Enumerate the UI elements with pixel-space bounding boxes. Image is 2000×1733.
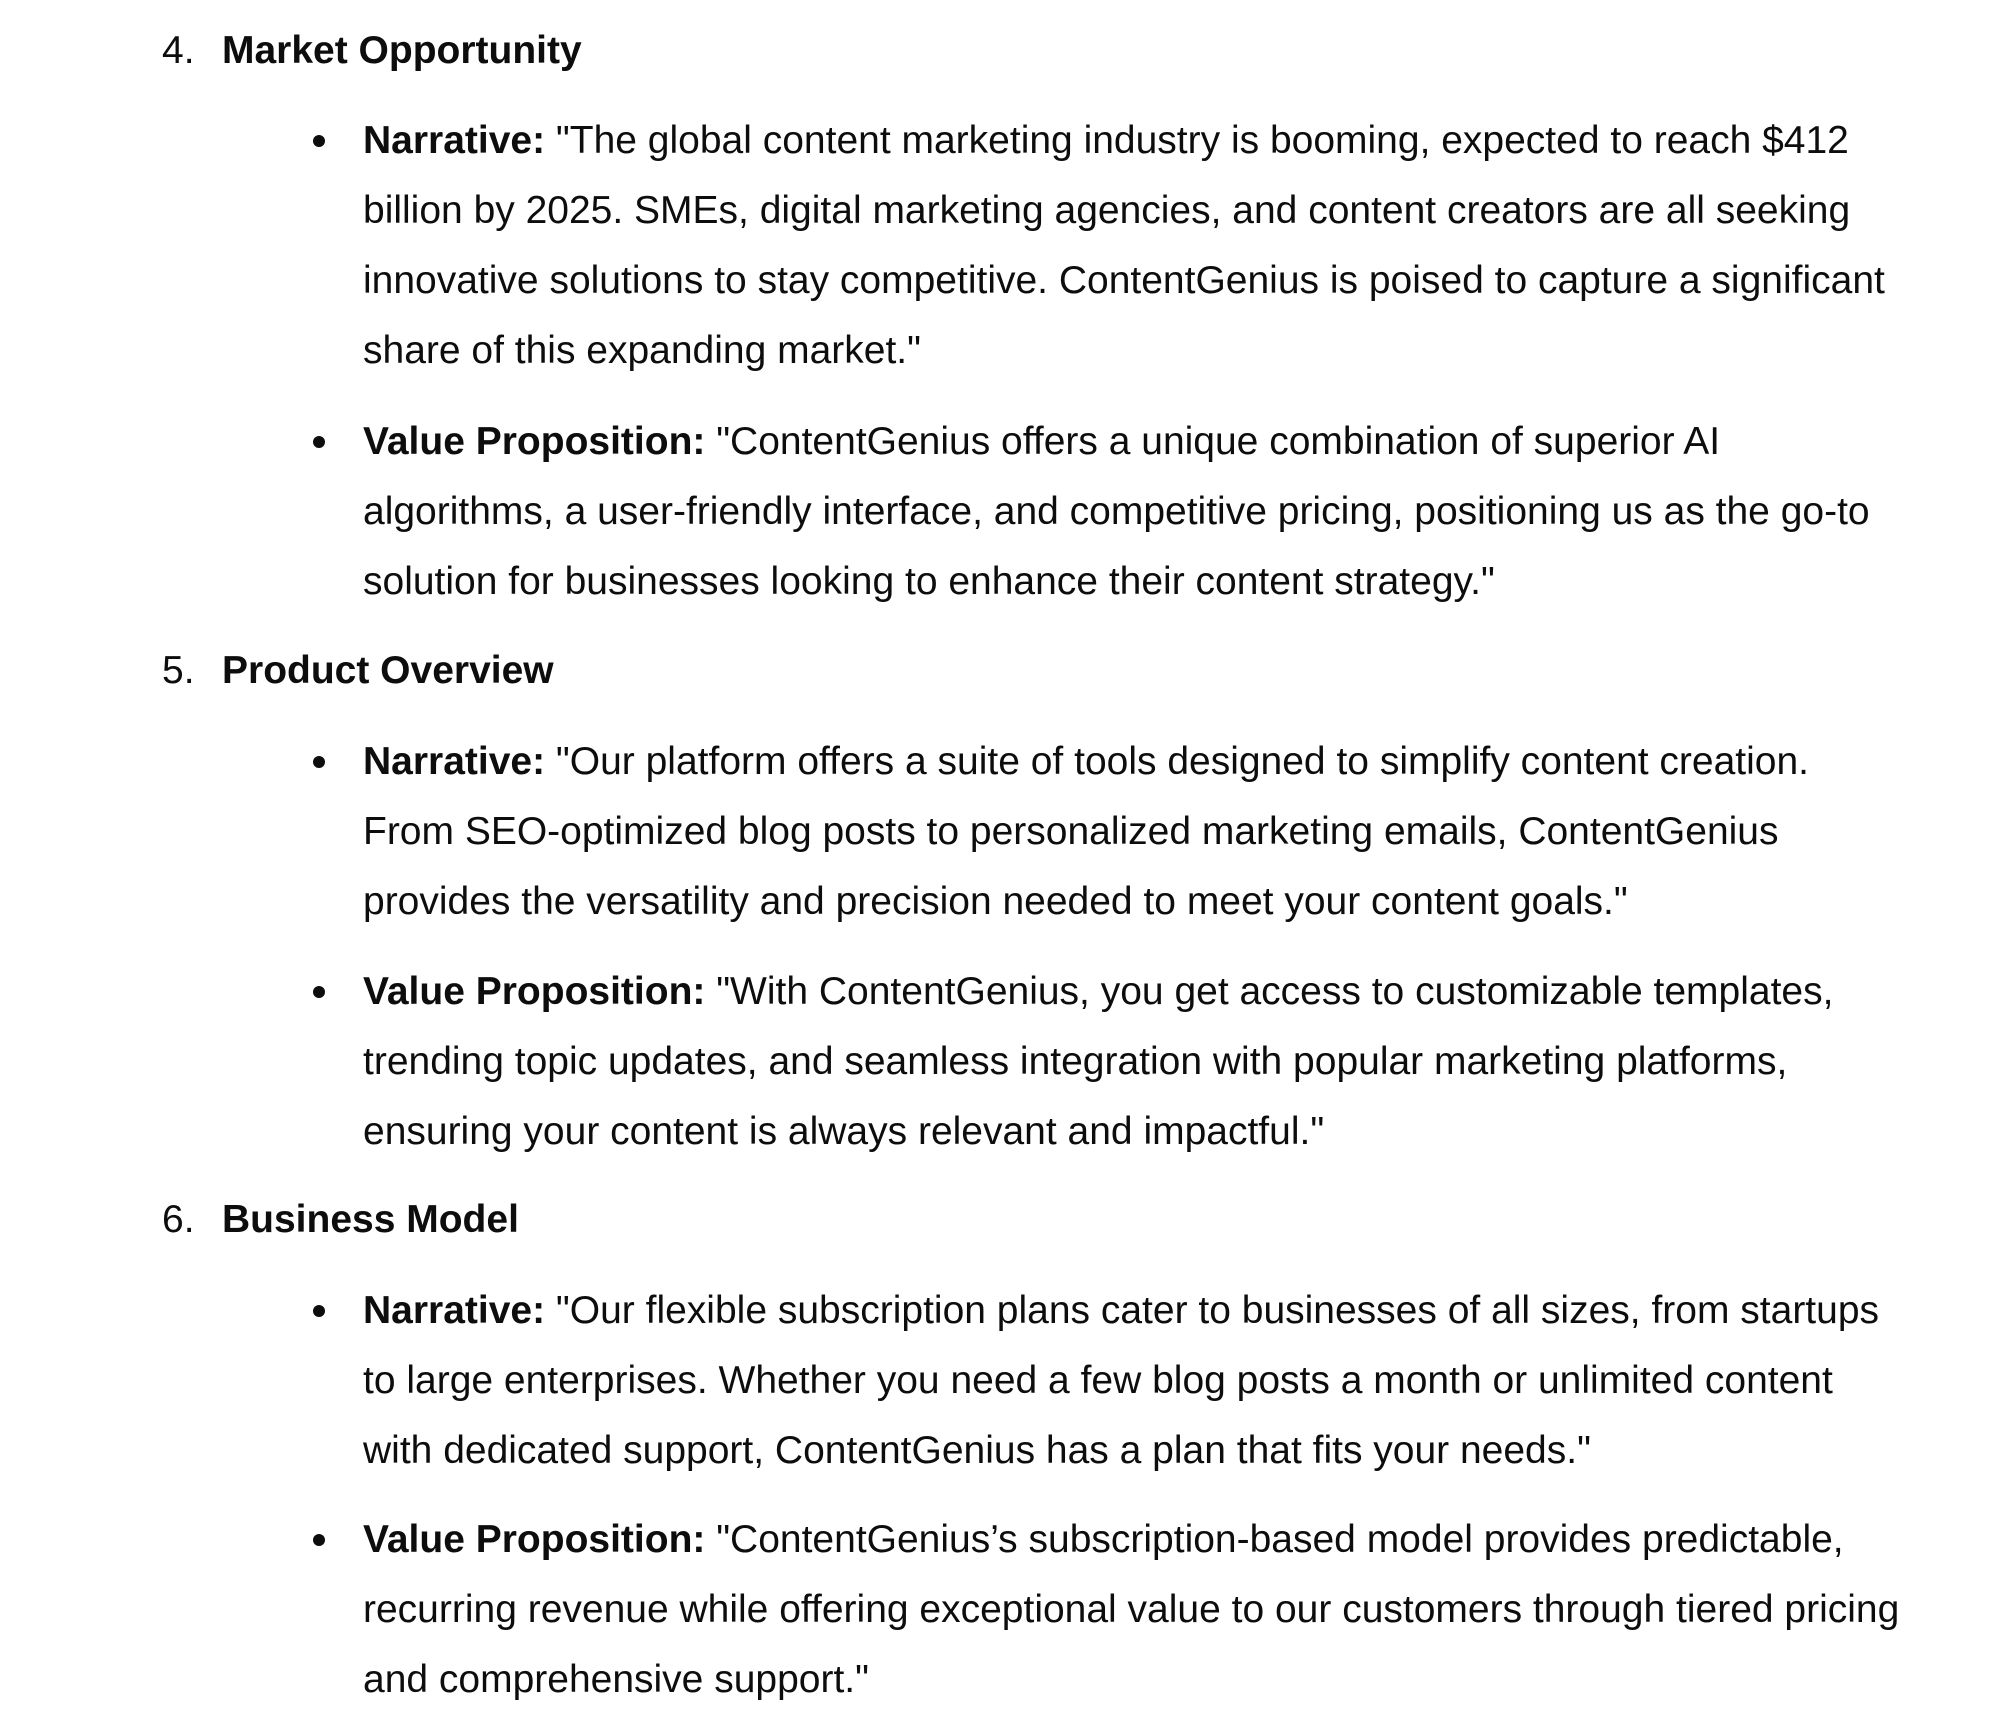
section-number: 6. bbox=[162, 1198, 195, 1241]
section-title: Product Overview bbox=[222, 649, 554, 692]
item-text: billion by 2025. SMEs, digital marketing agencies, and content creators are all seeking bbox=[363, 189, 1851, 232]
item-label: Value Proposition: bbox=[363, 1518, 706, 1561]
section-number: 5. bbox=[162, 649, 195, 692]
list-item bbox=[363, 957, 2000, 1167]
item-label: Narrative: bbox=[363, 119, 546, 162]
item-text: to large enterprises. Whether you need a few blog posts a month or unlimited content bbox=[363, 1359, 1833, 1402]
section-number: 4. bbox=[162, 29, 195, 72]
item-label: Narrative: bbox=[363, 1289, 546, 1332]
item-text: "ContentGenius’s subscription-based model provides predictable, bbox=[705, 1518, 1844, 1561]
item-label: Value Proposition: bbox=[363, 420, 706, 463]
item-text: "With ContentGenius, you get access to customizable templates, bbox=[705, 970, 1834, 1013]
item-text: "Our flexible subscription plans cater to businesses of all sizes, from startups bbox=[545, 1289, 1880, 1332]
item-text: with dedicated support, ContentGenius has a plan that fits your needs." bbox=[363, 1429, 1591, 1472]
item-text: recurring revenue while offering exceptional value to our customers through tiered pricing bbox=[363, 1588, 1900, 1631]
item-text: "ContentGenius offers a unique combination of superior AI bbox=[705, 420, 1721, 463]
list-item bbox=[363, 106, 2000, 386]
bullet-icon bbox=[313, 436, 325, 448]
section-title: Business Model bbox=[222, 1198, 519, 1241]
item-text: From SEO-optimized blog posts to personalized marketing emails, ContentGenius bbox=[363, 810, 1779, 853]
item-text: provides the versatility and precision needed to meet your content goals." bbox=[363, 880, 1628, 923]
section-title: Market Opportunity bbox=[222, 29, 582, 72]
item-text: ensuring your content is always relevant and impactful." bbox=[363, 1110, 1325, 1153]
item-text: trending topic updates, and seamless integration with popular marketing platforms, bbox=[363, 1040, 1788, 1083]
list-item bbox=[363, 727, 2000, 937]
item-text: algorithms, a user-friendly interface, and competitive pricing, positioning us as the go-to bbox=[363, 490, 1870, 533]
item-text: "Our platform offers a suite of tools designed to simplify content creation. bbox=[545, 740, 1810, 783]
bullet-icon bbox=[313, 986, 325, 998]
list-item bbox=[363, 1505, 2000, 1715]
section-heading bbox=[162, 646, 554, 696]
bullet-icon bbox=[313, 756, 325, 768]
item-text: innovative solutions to stay competitive. ContentGenius is poised to capture a significant bbox=[363, 259, 1885, 302]
item-text: share of this expanding market." bbox=[363, 329, 921, 372]
bullet-icon bbox=[313, 1534, 325, 1546]
item-label: Value Proposition: bbox=[363, 970, 706, 1013]
section-heading bbox=[162, 26, 582, 76]
section-heading bbox=[162, 1195, 519, 1245]
list-item bbox=[363, 1276, 2000, 1486]
item-label: Narrative: bbox=[363, 740, 546, 783]
item-text: solution for businesses looking to enhance their content strategy." bbox=[363, 560, 1495, 603]
item-text: "The global content marketing industry is booming, expected to reach $412 bbox=[545, 119, 1849, 162]
bullet-icon bbox=[313, 135, 325, 147]
item-text: and comprehensive support." bbox=[363, 1658, 869, 1701]
bullet-icon bbox=[313, 1305, 325, 1317]
list-item bbox=[363, 407, 2000, 617]
